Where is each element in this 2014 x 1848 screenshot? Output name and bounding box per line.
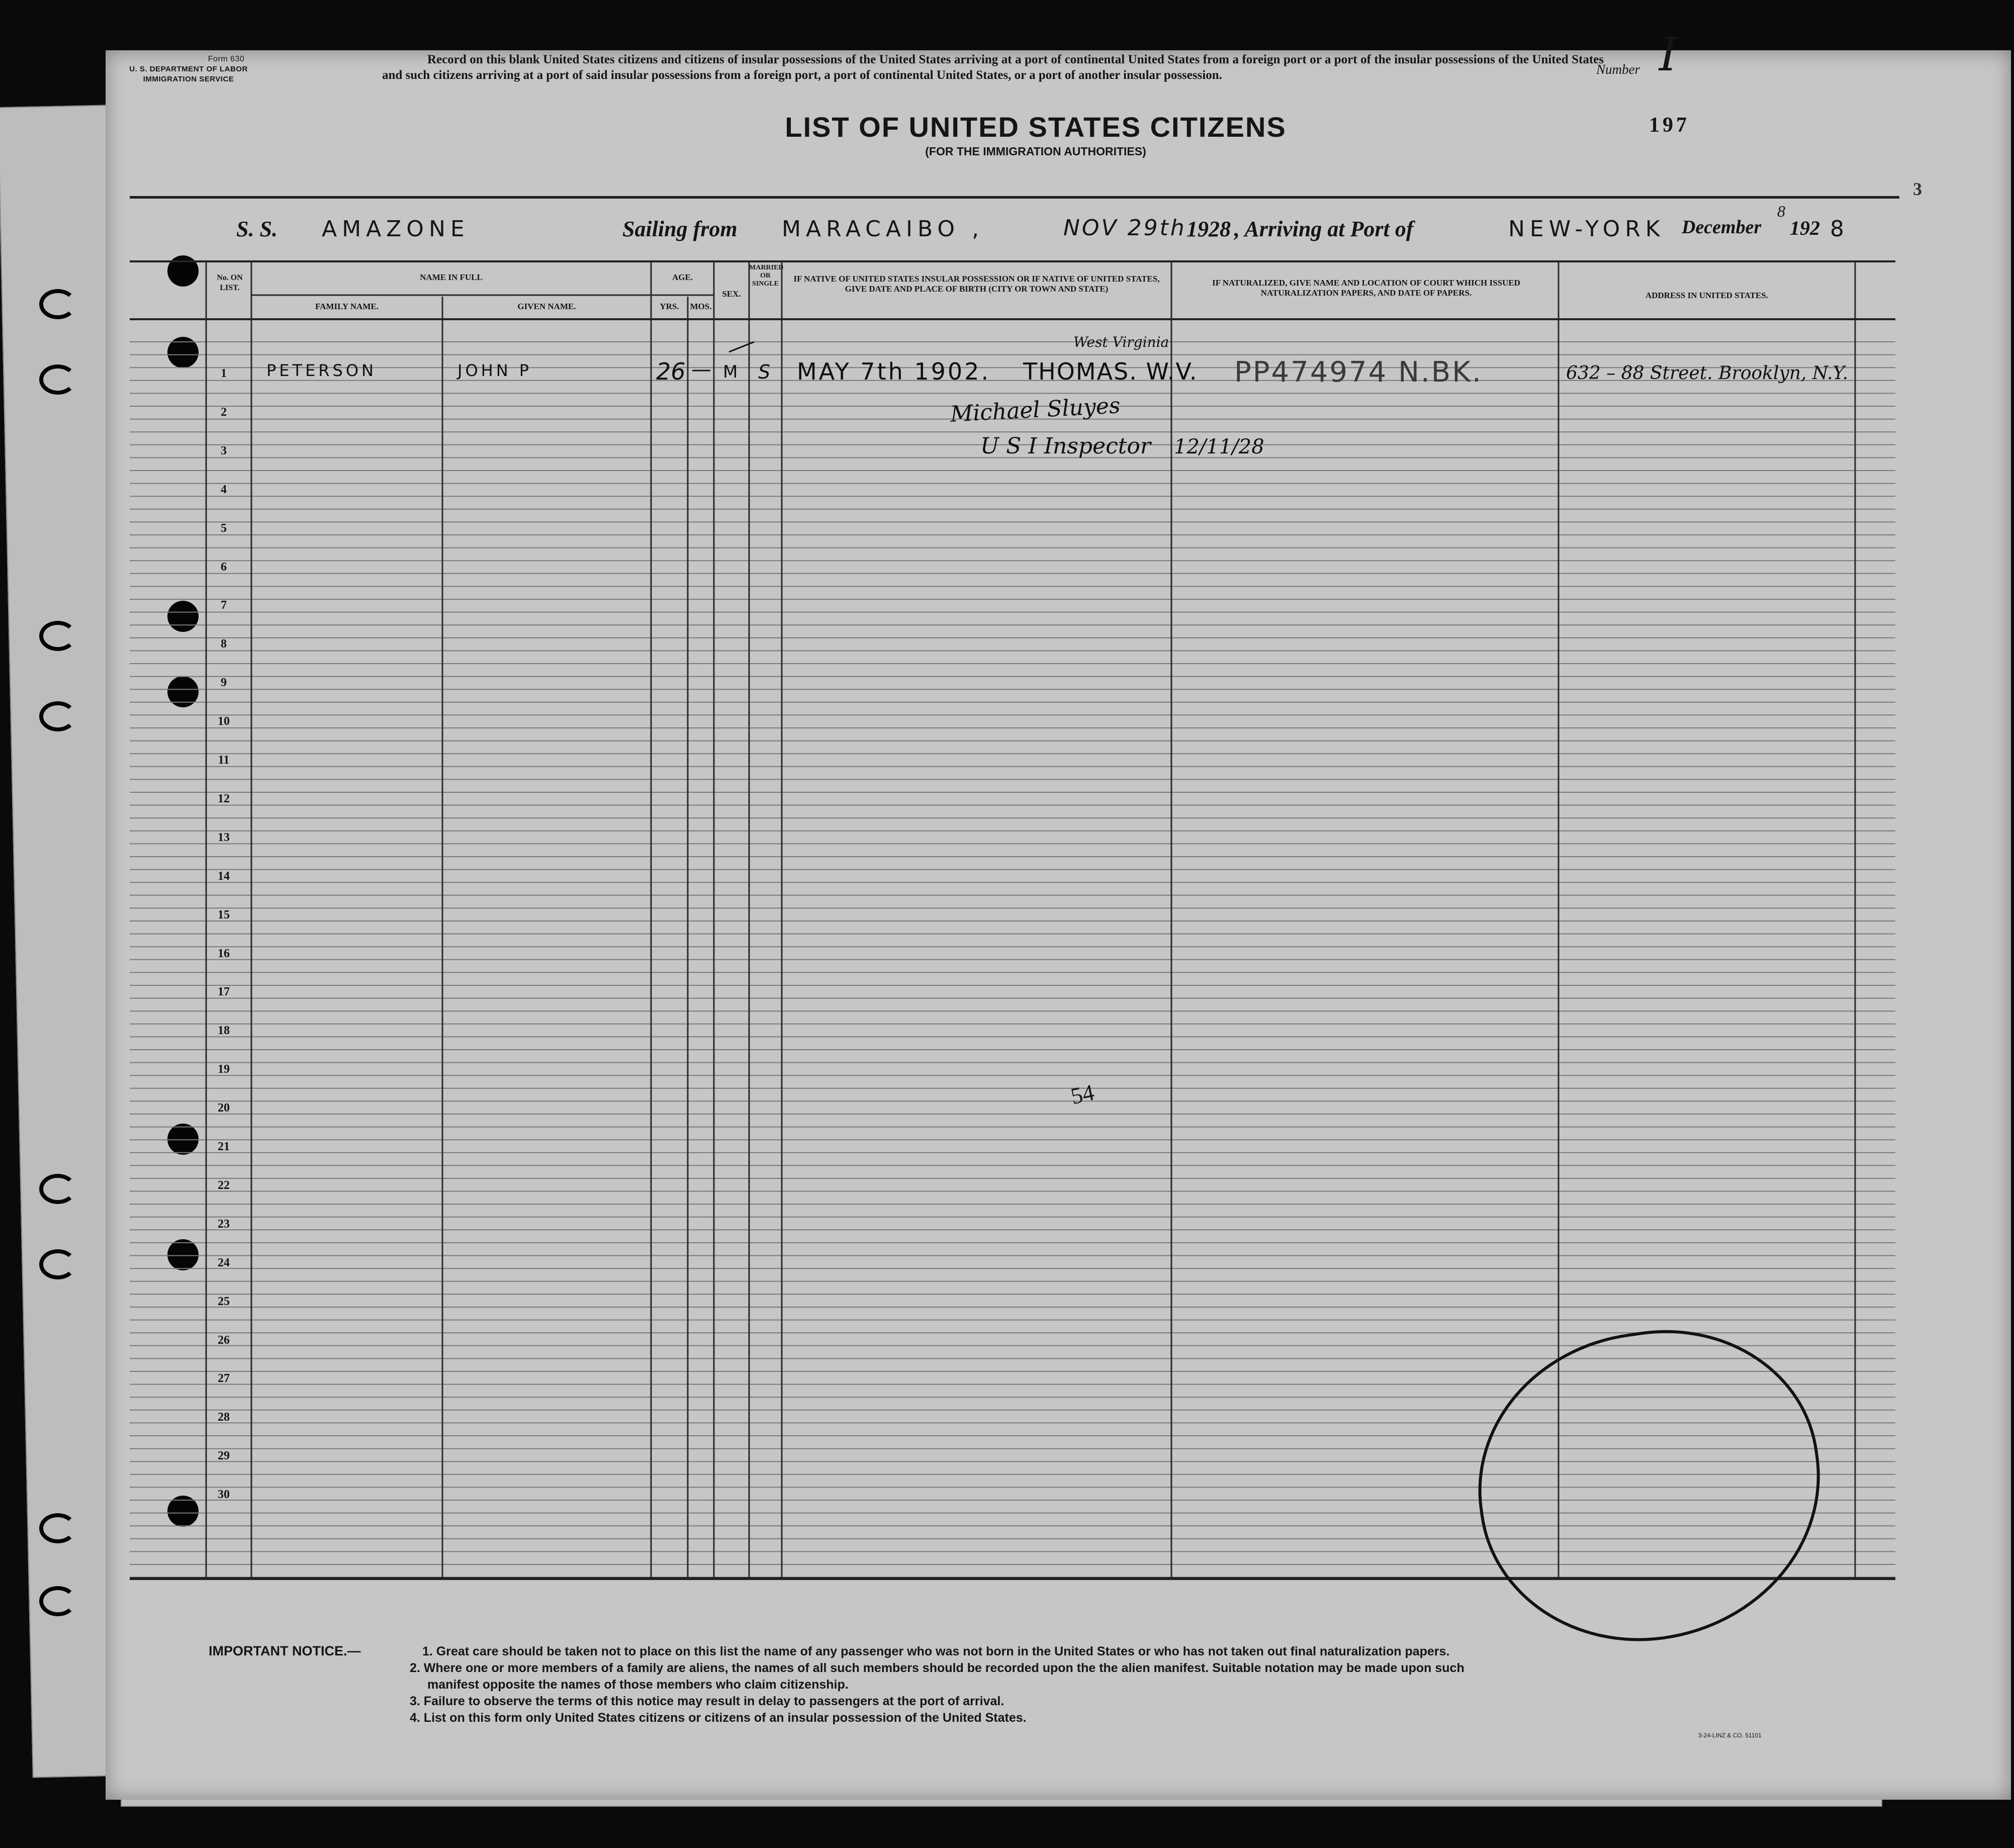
punch-hole xyxy=(167,676,199,707)
page-stamp-number: 54 xyxy=(1068,1079,1096,1110)
punch-hole-edge xyxy=(39,1586,76,1616)
notice-title: IMPORTANT NOTICE.— xyxy=(209,1643,361,1658)
printer-imprint: 3-24-LINZ & CO. 51101 xyxy=(1698,1732,1762,1739)
punch-hole-edge xyxy=(39,701,76,731)
sail-date: NOV 29th xyxy=(1063,215,1186,241)
arrival-year-prefix: 192 xyxy=(1790,217,1820,239)
row-number: 26 xyxy=(218,1333,230,1347)
header-native: IF NATIVE OF UNITED STATES INSULAR POSSESSION OR IF NATIVE OF UNITED STATES, GIVE DATE AND PLACE OF BIRTH (CITY OR TOWN AND STATE) xyxy=(793,274,1160,294)
address-value: 632 – 88 Street. Brooklyn, N.Y. xyxy=(1566,363,1849,384)
top-rule xyxy=(130,196,1899,199)
number-value: I xyxy=(1659,28,1678,81)
row-number: 24 xyxy=(218,1256,230,1269)
punch-hole-edge xyxy=(39,289,76,319)
row-number: 19 xyxy=(218,1063,230,1076)
marital-value: S xyxy=(758,361,771,383)
header-mos: MOS. xyxy=(690,302,712,311)
row-number: 2 xyxy=(221,405,227,419)
row-number: 6 xyxy=(221,560,227,574)
header-sex: SEX. xyxy=(722,289,741,299)
header-age: AGE. xyxy=(672,272,693,282)
header-yrs: YRS. xyxy=(660,302,679,311)
sailing-label: Sailing from xyxy=(622,217,738,241)
arrival-port: NEW-YORK xyxy=(1508,216,1665,242)
document-number: 197 xyxy=(1649,114,1690,137)
row-number: 5 xyxy=(221,521,227,535)
header-name-in-full: NAME IN FULL xyxy=(420,272,483,282)
row-number: 30 xyxy=(218,1488,230,1502)
header-given-name: GIVEN NAME. xyxy=(517,302,576,311)
row-number: 1 xyxy=(221,367,227,380)
row-number: 7 xyxy=(221,599,227,612)
punch-hole-edge xyxy=(39,1174,76,1204)
row-number: 8 xyxy=(221,637,227,651)
row-number: 13 xyxy=(218,830,230,844)
row-number: 28 xyxy=(218,1411,230,1424)
punch-hole xyxy=(167,1239,199,1270)
row-number: 22 xyxy=(218,1178,230,1192)
arrival-day: 8 xyxy=(1777,202,1785,220)
sex-value: M xyxy=(723,362,738,382)
from-port: MARACAIBO , xyxy=(782,216,984,242)
ship-name: AMAZONE xyxy=(322,216,470,242)
birth-date-value: MAY 7th 1902. xyxy=(797,358,991,385)
row-number: 9 xyxy=(221,676,227,690)
punch-hole-edge xyxy=(39,1249,76,1279)
instructions: Record on this blank United States citizens and citizens of insular possessions of the United States arriving at a port of continental United States from a foreign port or a port of the insular possessions of the United States and such citizens arriving at a port of said insular possessions from a foreign port, a port of continental United States, or a port of another insular possession. xyxy=(382,53,1604,82)
ss-label: S. S. xyxy=(236,217,278,241)
notice-item-3: 3. Failure to observe the terms of this notice may result in delay to passengers at the port of arrival. xyxy=(410,1694,1004,1708)
row-number: 29 xyxy=(218,1449,230,1463)
row-number: 23 xyxy=(218,1217,230,1231)
birth-place-value: THOMAS. W.V. xyxy=(1023,358,1198,385)
age-years-value: 26 xyxy=(656,358,686,385)
row-number: 21 xyxy=(218,1140,230,1153)
important-notice xyxy=(209,1643,1858,1726)
row-number: 12 xyxy=(218,792,230,805)
form-reference xyxy=(83,54,294,84)
punch-hole-edge xyxy=(39,364,76,395)
sail-year: 1928 xyxy=(1186,217,1231,241)
notice-item-1: 1. Great care should be taken not to place on this list the name of any passenger who was not born in the United States or who has not taken out final naturalization papers. xyxy=(422,1644,1450,1658)
notice-item-2: 2. Where one or more members of a family are aliens, the names of all such members should be recorded upon the the alien manifest. Suitable notation may be made upon such xyxy=(410,1661,1464,1675)
row-number: 11 xyxy=(218,754,230,767)
row-number: 18 xyxy=(218,1024,230,1038)
row-number: 3 xyxy=(221,444,227,457)
row-number: 10 xyxy=(218,715,230,728)
naturalization-value: PP474974 N.BK. xyxy=(1234,356,1483,389)
page-subtitle: (FOR THE IMMIGRATION AUTHORITIES) xyxy=(925,145,1146,158)
notice-item-2-continued: manifest opposite the names of those members who claim citizenship. xyxy=(427,1678,849,1692)
inspector-title: U S I Inspector xyxy=(980,433,1151,459)
given-name-value: JOHN P xyxy=(457,361,532,380)
row-number: 16 xyxy=(218,947,230,960)
page-title: LIST OF UNITED STATES CITIZENS xyxy=(785,111,1287,143)
form-number: Form 630 xyxy=(208,55,245,63)
header-family-name: FAMILY NAME. xyxy=(315,302,379,311)
row-number: 15 xyxy=(218,908,230,921)
row-number: 20 xyxy=(218,1101,230,1115)
header-married: MARRIED OR SINGLE xyxy=(749,264,784,288)
age-months-value: — xyxy=(691,358,711,381)
punch-hole-edge xyxy=(39,621,76,651)
punch-hole-edge xyxy=(39,1513,76,1543)
punch-hole xyxy=(167,1124,199,1155)
row-number: 25 xyxy=(218,1295,230,1308)
row-number: 14 xyxy=(218,869,230,883)
arrival-year-suffix: 8 xyxy=(1830,216,1844,242)
row-number: 27 xyxy=(218,1372,230,1385)
punch-hole xyxy=(167,601,199,632)
arrival-month: December xyxy=(1682,217,1762,238)
header-no: No. ON LIST. xyxy=(217,273,243,292)
side-mark: 3 xyxy=(1913,179,1922,199)
inspector-signature: Michael Sluyes xyxy=(949,393,1121,427)
birth-state-note: West Virginia xyxy=(1073,334,1169,350)
family-name-value: PETERSON xyxy=(266,361,377,380)
arriving-label: , Arriving at Port of xyxy=(1234,217,1414,241)
punch-hole xyxy=(167,337,199,368)
inspection-date: 12/11/28 xyxy=(1174,435,1264,458)
row-number: 4 xyxy=(221,483,227,496)
service: IMMIGRATION SERVICE xyxy=(143,75,234,83)
punch-hole xyxy=(167,1496,199,1527)
punch-hole xyxy=(167,255,199,287)
header-naturalized: IF NATURALIZED, GIVE NAME AND LOCATION OF COURT WHICH ISSUED NATURALIZATION PAPERS, AND DATE OF PAPERS. xyxy=(1212,278,1520,298)
number-label: Number xyxy=(1596,62,1640,77)
department: U. S. DEPARTMENT OF LABOR xyxy=(129,65,248,73)
notice-item-4: 4. List on this form only United States citizens or citizens of an insular possession of the United States. xyxy=(410,1711,1027,1725)
row-number: 17 xyxy=(218,985,230,999)
header-address: ADDRESS IN UNITED STATES. xyxy=(1645,291,1769,300)
